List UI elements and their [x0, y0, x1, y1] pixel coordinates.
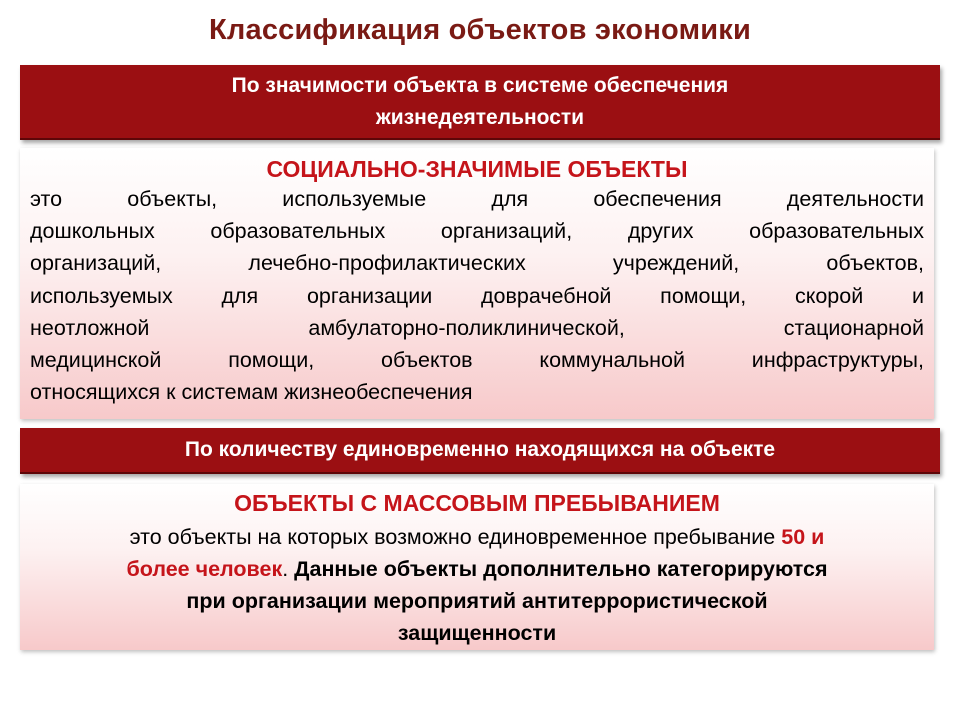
- section2-line2-dot: .: [282, 557, 289, 581]
- section1-body-line: используемых для организации доврачебной помощи, скорой и: [30, 283, 924, 308]
- section1-header-line2: жизнедеятельности: [375, 105, 585, 129]
- section2-header-band: [20, 428, 940, 474]
- section1-body-line: медицинской помощи, объектов коммунальной инфраструктуры,: [30, 348, 924, 373]
- section2-line2-bold: Данные объекты дополнительно категорируются: [288, 557, 828, 581]
- section1-body-line: это объекты, используемые для обеспечения деятельности: [30, 187, 924, 211]
- section2-people-highlight: более человек: [126, 557, 283, 581]
- section2-body-line2: [30, 553, 924, 585]
- section1-body-line: организаций, лечебно-профилактических учреждений, объектов,: [30, 251, 924, 276]
- slide-title: Классификация объектов экономики: [209, 14, 751, 46]
- section2-body-line3: при организации мероприятий антитеррористической: [186, 589, 768, 613]
- section2-header: По количеству единовременно находящихся на объекте: [184, 438, 776, 461]
- section1-body-line: неотложной амбулаторно-поликлинической, стационарной: [30, 315, 924, 340]
- section1-header-line1: По значимости объекта в системе обеспечения: [231, 73, 729, 97]
- section2-body: [30, 521, 924, 649]
- section2-count-highlight: 50 и: [781, 525, 825, 549]
- section2-content-panel: [20, 484, 934, 650]
- section1-header-band: [20, 65, 940, 140]
- section2-line1-text: это объекты на которых возможно единовременное пребывание: [129, 525, 782, 549]
- section1-body-line: дошкольных образовательных организаций, других образовательных: [30, 219, 924, 244]
- section2-body-line1: [30, 521, 924, 553]
- section1-body-line: относящихся к системам жизнеобеспечения: [30, 380, 473, 405]
- section1-content-panel: [20, 148, 934, 419]
- section1-heading: СОЦИАЛЬНО-ЗНАЧИМЫЕ ОБЪЕКТЫ: [266, 156, 688, 182]
- section1-body: [30, 183, 924, 408]
- section2-heading: ОБЪЕКТЫ С МАССОВЫМ ПРЕБЫВАНИЕМ: [234, 490, 720, 516]
- section2-body-line4: защищенности: [397, 621, 557, 645]
